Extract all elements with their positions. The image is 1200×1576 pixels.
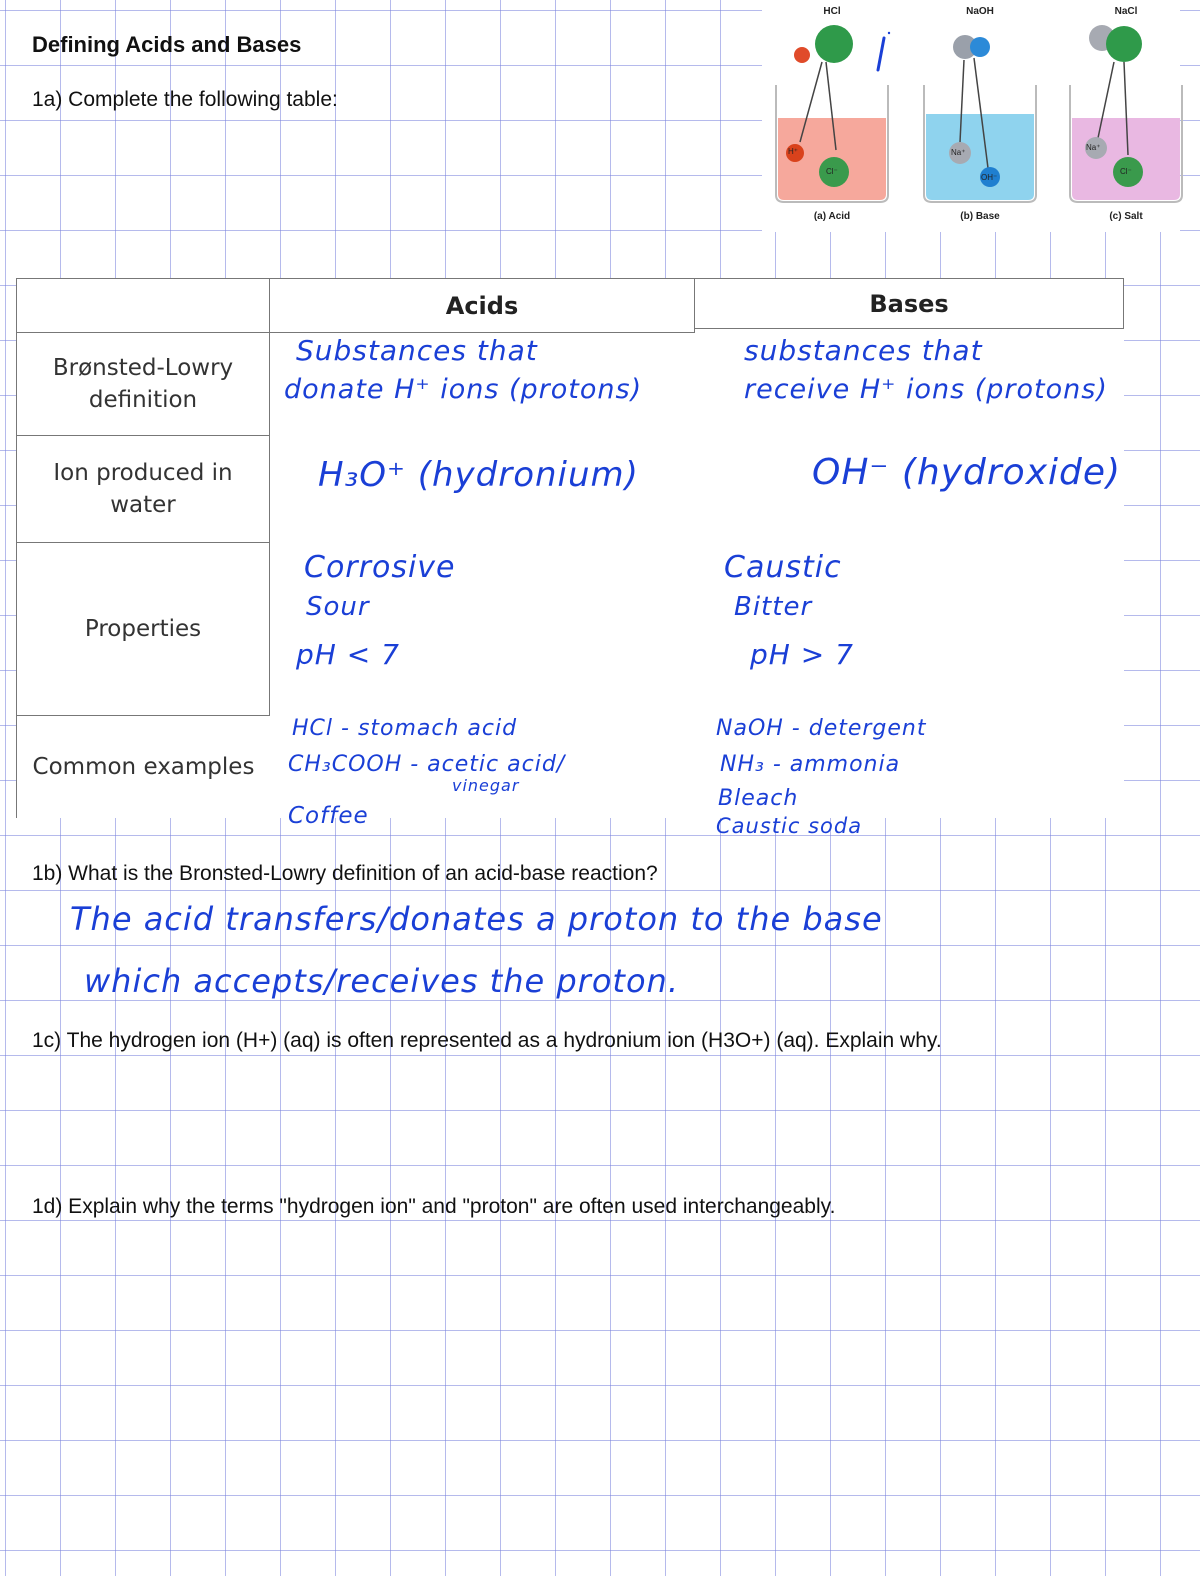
acid-example: HCl - stomach acid — [292, 716, 518, 741]
answer-1b-line: which accepts/receives the proton. — [84, 962, 679, 1000]
acid-property: pH < 7 — [296, 638, 400, 671]
base-definition-line: substances that — [744, 334, 983, 367]
acid-example: vinegar — [452, 776, 520, 795]
acid-property: Corrosive — [304, 550, 456, 585]
base-example: Caustic soda — [716, 814, 863, 838]
base-beaker-icon — [910, 0, 1050, 210]
formula-label: NaOH — [966, 6, 994, 17]
acid-definition-line: donate H⁺ ions (protons) — [284, 374, 643, 405]
row-label-examples: Common examples — [16, 715, 270, 818]
base-property: Caustic — [724, 550, 842, 585]
question-1d: 1d) Explain why the terms "hydrogen ion" and "proton" are often used interchangeably. — [32, 1195, 836, 1218]
ion-label: Cl⁻ — [1120, 167, 1132, 176]
formula-label: NaCl — [1114, 6, 1138, 17]
base-example: NH₃ - ammonia — [720, 752, 901, 777]
row-label-properties: Properties — [16, 542, 270, 716]
ion-label: H⁺ — [788, 147, 798, 156]
base-property: pH > 7 — [750, 638, 854, 671]
acid-ion-answer: H₃O⁺ (hydronium) — [318, 455, 639, 495]
base-definition-line: receive H⁺ ions (protons) — [744, 374, 1108, 405]
beaker-panel-salt — [1056, 0, 1196, 232]
formula-label: HCl — [823, 6, 841, 17]
table-corner-cell — [16, 278, 270, 333]
acid-example: Coffee — [288, 803, 369, 829]
ion-label: Na⁺ — [1086, 143, 1101, 152]
base-example: Bleach — [718, 786, 799, 811]
header-acids: Acids — [269, 278, 695, 333]
base-ion-answer: OH⁻ (hydroxide) — [812, 452, 1122, 493]
figure-caption: (a) Acid — [813, 211, 851, 222]
ion-label: Na⁺ — [951, 148, 966, 157]
question-1c: 1c) The hydrogen ion (H+) (aq) is often represented as a hydronium ion (H3O+) (aq). Explain why. — [32, 1029, 942, 1052]
acid-definition-line: Substances that — [296, 334, 538, 367]
base-example: NaOH - detergent — [716, 716, 927, 741]
salt-beaker-icon — [1056, 0, 1196, 210]
pen-stroke-icon — [872, 30, 892, 75]
ion-label: OH⁻ — [981, 173, 998, 182]
acid-example: CH₃COOH - acetic acid/ — [288, 752, 566, 777]
base-property: Bitter — [734, 592, 813, 622]
question-1b: 1b) What is the Bronsted-Lowry definition of an acid-base reaction? — [32, 862, 658, 885]
figure-caption: (c) Salt — [1109, 211, 1143, 222]
acid-property: Sour — [306, 592, 370, 622]
ion-label: Cl⁻ — [826, 167, 838, 176]
row-label-ion: Ion produced in water — [16, 435, 270, 543]
header-bases: Bases — [694, 278, 1124, 329]
beaker-figure — [762, 0, 1180, 232]
question-1a: 1a) Complete the following table: — [32, 88, 338, 111]
worksheet-title: Defining Acids and Bases — [32, 32, 302, 57]
answer-1b-line: The acid transfers/donates a proton to the base — [70, 900, 883, 938]
figure-caption: (b) Base — [960, 211, 1000, 222]
row-label-definition: Brønsted-Lowry definition — [16, 332, 270, 436]
beaker-panel-base — [910, 0, 1050, 232]
